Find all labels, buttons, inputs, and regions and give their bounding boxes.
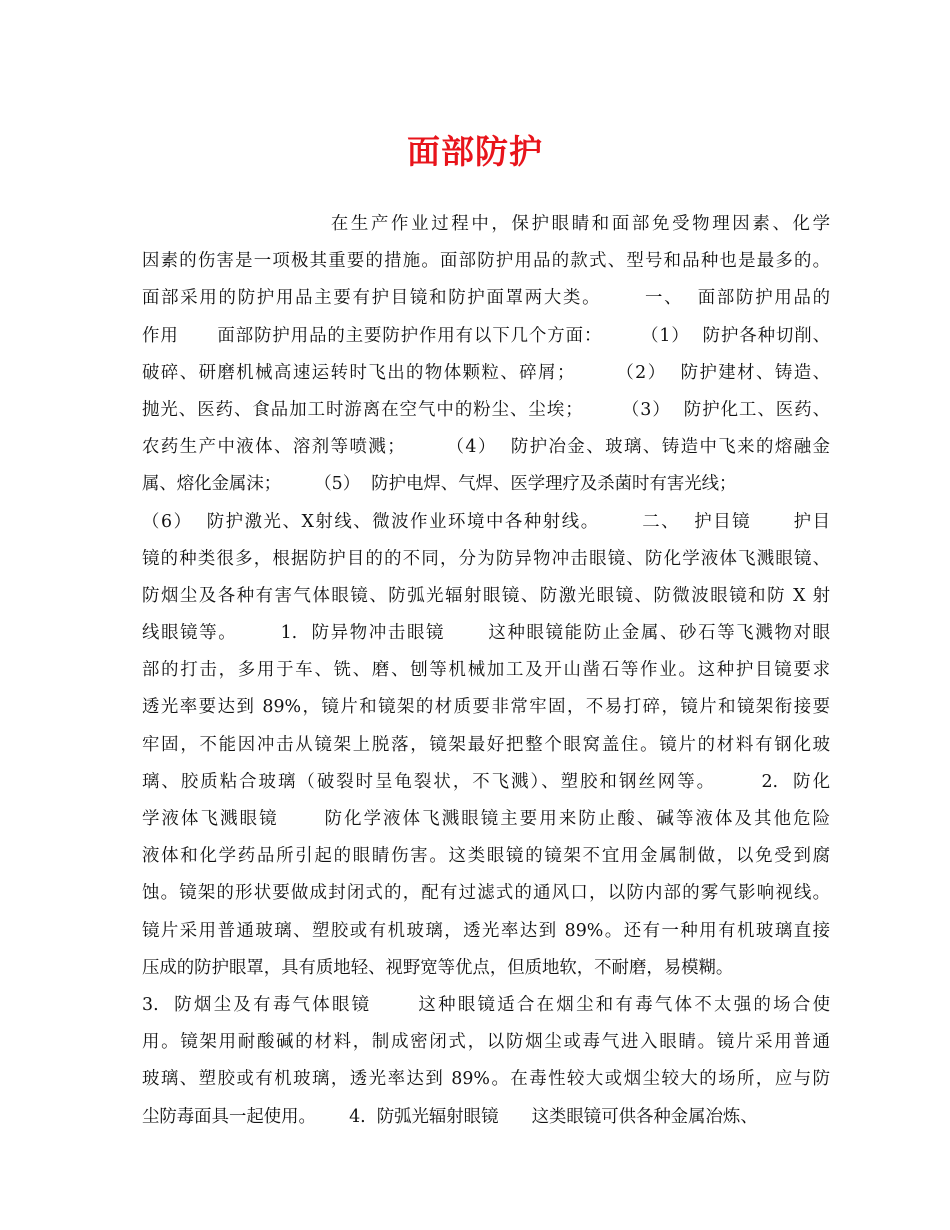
body-line: 线眼镜等。 1. 防异物冲击眼镜 这种眼镜能防止金属、砂石等飞溅物对眼 [142,623,830,644]
body-line: 属、熔化金属沫； （5） 防护电焊、气焊、医学理疗及杀菌时有害光线； [142,474,737,495]
body-line: 蚀。镜架的形状要做成封闭式的，配有过滤式的通风口，以防内部的雾气影响视线。 [142,883,830,904]
body-line: 防烟尘及各种有害气体眼镜、防弧光辐射眼镜、防激光眼镜、防微波眼镜和防 X 射 [142,585,830,606]
body-line: 部的打击，多用于车、铣、磨、刨等机械加工及开山凿石等作业。这种护目镜要求 [142,660,830,681]
body-line: 璃、胶质粘合玻璃（破裂时呈龟裂状，不飞溅）、塑胶和钢丝网等。 2. 防化 [142,771,830,792]
body-line: 牢固，不能因冲击从镜架上脱落，镜架最好把整个眼窝盖住。镜片的材料有钢化玻 [142,734,830,755]
body-line: 压成的防护眼罩，具有质地轻、视野宽等优点，但质地软，不耐磨，易模糊。 [142,957,734,978]
body-line: 镜片采用普通玻璃、塑胶或有机玻璃，透光率达到 89%。还有一种用有机玻璃直接 [142,920,830,941]
body-line: 液体和化学药品所引起的眼睛伤害。这类眼镜的镜架不宜用金属制做，以免受到腐 [142,846,830,867]
body-line: 作用 面部防护用品的主要防护作用有以下几个方面： （1） 防护各种切削、 [142,325,830,346]
page-title: 面部防护 [407,132,543,171]
body-line: 镜的种类很多，根据防护目的的不同，分为防异物冲击眼镜、防化学液体飞溅眼镜、 [142,548,830,569]
body-line: 在生产作业过程中，保护眼睛和面部免受物理因素、化学 [142,214,830,234]
body-line: 面部采用的防护用品主要有护目镜和防护面罩两大类。 一、 面部防护用品的 [142,288,830,309]
body-line: （6） 防护激光、X射线、微波作业环境中各种射线。 二、 护目镜 护目 [142,511,830,532]
body-text [142,206,830,1136]
body-line: 农药生产中液体、溶剂等喷溅； （4） 防护冶金、玻璃、铸造中飞来的熔融金 [142,437,830,458]
body-line: 透光率要达到 89%，镜片和镜架的材质要非常牢固，不易打碎，镜片和镜架衔接要 [142,697,830,718]
body-line: 因素的伤害是一项极其重要的措施。面部防护用品的款式、型号和品种也是最多的。 [142,251,830,272]
body-line: 学液体飞溅眼镜 防化学液体飞溅眼镜主要用来防止酸、碱等液体及其他危险 [142,809,830,829]
body-line: 3. 防烟尘及有毒气体眼镜 这种眼镜适合在烟尘和有毒气体不太强的场合使 [142,994,830,1015]
body-line: 用。镜架用耐酸碱的材料，制成密闭式，以防烟尘或毒气进入眼睛。镜片采用普通 [142,1032,830,1053]
body-line: 玻璃、塑胶或有机玻璃，透光率达到 89%。在毒性较大或烟尘较大的场所，应与防 [142,1069,830,1090]
body-line: 破碎、研磨机械高速运转时飞出的物体颗粒、碎屑； （2） 防护建材、铸造、 [142,362,830,383]
body-line: 抛光、医药、食品加工时游离在空气中的粉尘、尘埃； （3） 防护化工、医药、 [142,399,830,420]
body-line: 尘防毒面具一起使用。 4. 防弧光辐射眼镜 这类眼镜可供各种金属冶炼、 [142,1106,758,1127]
